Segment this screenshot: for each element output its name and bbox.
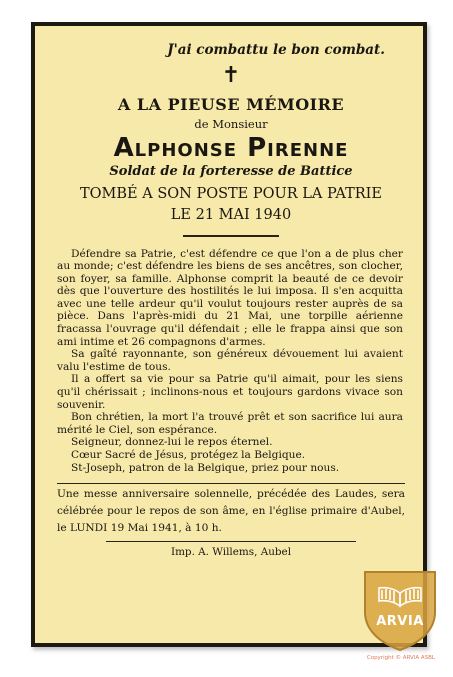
de-monsieur: de Monsieur — [194, 117, 268, 131]
death-notice — [57, 184, 405, 226]
death-notice-line-2: LE 21 MAI 1940 — [170, 207, 292, 223]
death-notice-line-1: TOMBÉ A SON POSTE POUR LA PATRIE — [79, 186, 382, 202]
copyright-notice: Copyright © ARVIA ASBL — [366, 655, 435, 661]
arvia-logo — [359, 566, 441, 652]
deceased-name: Alphonse Pirenne — [113, 133, 349, 163]
mass-notice-text: Une messe anniversaire solennelle, précédée des Laudes, sera célébrée pour le repos de son âme, en l'église primaire d'Aubel, le LUNDI 19 Mai 1941, à 10 h. — [57, 488, 405, 535]
epigraph: J'ai combattu le bon combat. — [167, 42, 385, 58]
divider-long — [57, 483, 405, 484]
printer-credit: Imp. A. Willems, Aubel — [170, 546, 292, 559]
eulogy-paragraph: Sa gaîté rayonnante, son généreux dévouement lui avaient valu l'estime de tous. — [57, 348, 403, 373]
memory-title: A LA PIEUSE MÉMOIRE — [117, 95, 345, 114]
prayer-line: Seigneur, donnez-lui le repos éternel. — [71, 436, 273, 449]
mass-notice — [57, 486, 405, 537]
memorial-card — [31, 22, 427, 647]
divider-mid — [106, 541, 356, 542]
divider-short — [183, 235, 279, 237]
card-content — [35, 26, 423, 643]
deceased-role: Soldat de la forteresse de Battice — [109, 164, 353, 179]
eulogy-paragraph: Défendre sa Patrie, c'est défendre ce que l'on a de plus cher au monde; c'est défendre les biens de ses ancêtres, son clocher, son foyer, sa famille. Alphonse comprit la beauté de ce devoir dès que l'ouverture des hostilités le lui imposa. Il s'en acquitta avec une telle ardeur qu'il voulut toujours rester auprès de sa pièce. Dans l'après-midi du 21 Mai, une torpille aérienne fracassa l'ouvrage qu'il défendait ; elle le frappa ainsi que son ami intime et 26 compagnons d'armes. — [57, 247, 403, 348]
shield-icon — [359, 566, 441, 652]
prayer-line: Cœur Sacré de Jésus, protégez la Belgique. — [71, 449, 306, 461]
eulogy-text — [57, 248, 405, 475]
eulogy-paragraph: Bon chrétien, la mort l'a trouvé prêt et son sacrifice lui aura mérité le Ciel, son espérance. — [57, 411, 403, 436]
logo-label: ARVIA — [376, 614, 424, 629]
cross-icon: ✝ — [221, 63, 241, 88]
eulogy-paragraph: Il a offert sa vie pour sa Patrie qu'il aimait, pour les siens qu'il chérissait ; inclinons-nous et toujours gardons vivace son souvenir. — [57, 373, 403, 411]
prayer-line: St-Joseph, patron de la Belgique, priez pour nous. — [71, 461, 340, 474]
